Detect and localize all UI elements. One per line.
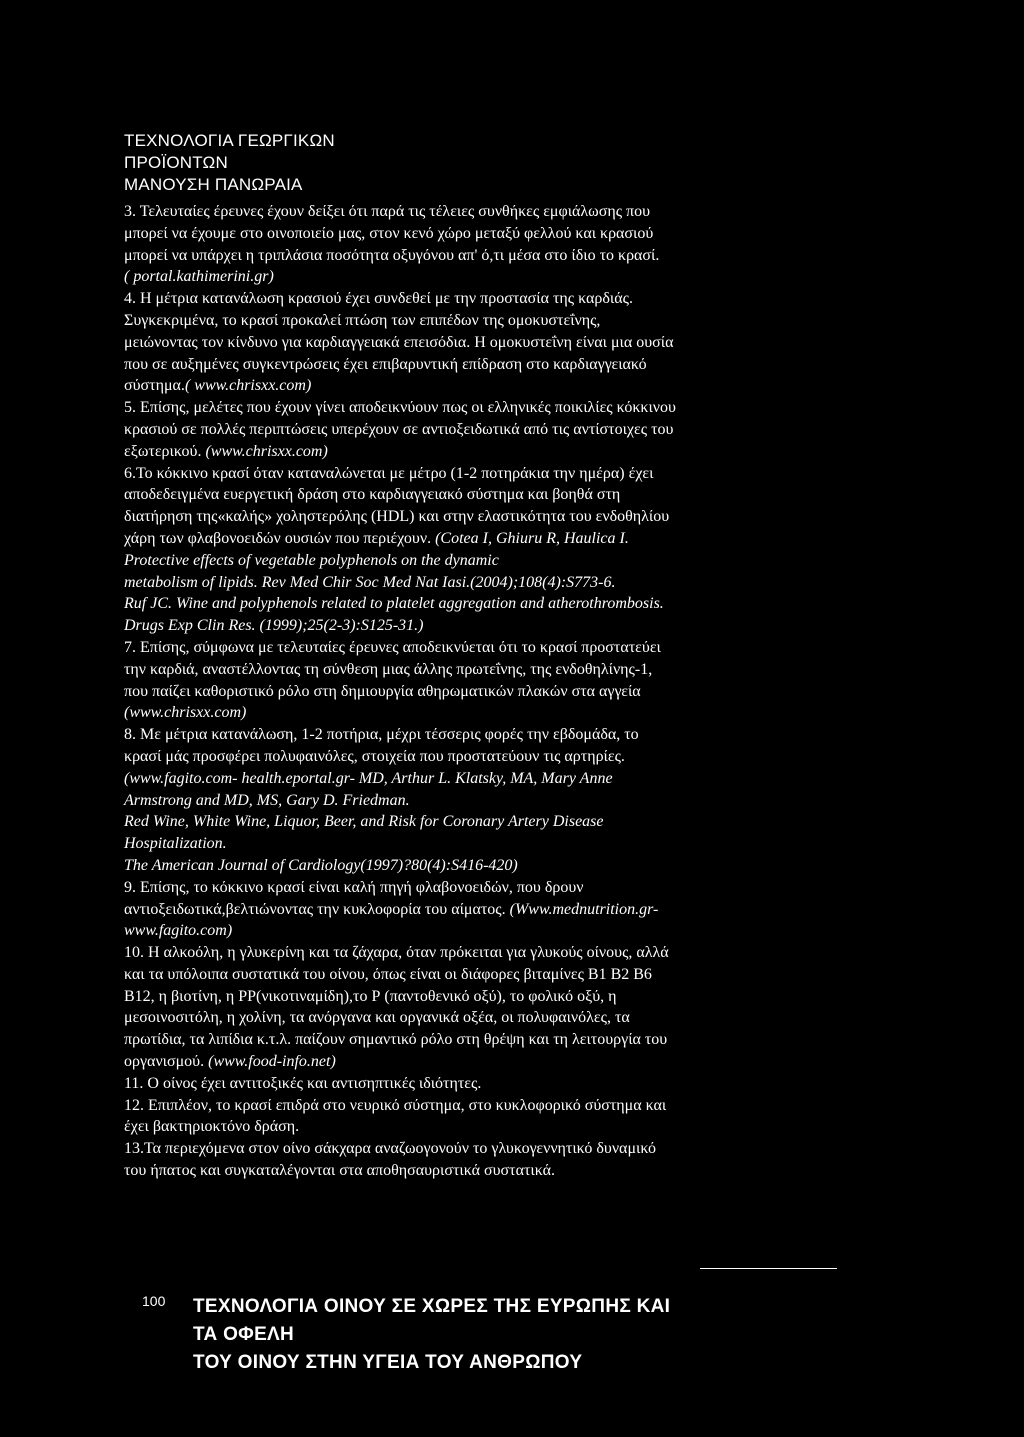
citation-text: (www.food-info.net) xyxy=(208,1053,336,1071)
paragraph-text: μπορεί να υπάρχει η τριπλάσια ποσότητα οξυγόνου απ' ό,τι μέσα στο ίδιο το κρασί. xyxy=(124,246,660,264)
citation-text: Red Wine, White Wine, Liquor, Beer, and Risk for Coronary Artery Disease xyxy=(124,813,604,831)
paragraph-text: οργανισμού. xyxy=(124,1053,209,1071)
paragraph-text: 11. Ο οίνος έχει αντιτοξικές και αντισηπτικές ιδιότητες. xyxy=(124,1074,482,1092)
citation-text: (www.chrisxx.com) xyxy=(205,442,328,460)
text-line xyxy=(124,724,824,746)
paragraph-text: αποδεδειγμένα ευεργετική δράση στο καρδιαγγειακό σύστημα και βοηθά στη xyxy=(124,486,621,504)
citation-text: Drugs Exp Clin Res. (1999);25(2-3):S125-31.) xyxy=(124,617,424,635)
text-line xyxy=(124,1138,824,1160)
text-line xyxy=(124,746,824,768)
text-line xyxy=(124,419,824,441)
text-line xyxy=(124,1116,824,1138)
paragraph-text: 12. Επιπλέον, το κρασί επιδρά στο νευρικό σύστημα, στο κυκλοφορικό σύστημα και xyxy=(124,1096,667,1114)
citation-text: Ruf JC. Wine and polyphenols related to platelet aggregation and atherothrombosis. xyxy=(124,595,664,613)
text-line xyxy=(124,550,824,572)
text-line xyxy=(124,310,824,332)
text-line xyxy=(124,484,824,506)
paragraph-text: 7. Επίσης, σύμφωνα με τελευταίες έρευνες αποδεικνύεται ότι το κρασί προστατεύει xyxy=(124,638,661,656)
paragraph-text: έχει βακτηριοκτόνο δράση. xyxy=(124,1118,300,1136)
text-line xyxy=(124,1160,824,1182)
paragraph-text: 4. Η μέτρια κατανάλωση κρασιού έχει συνδεθεί με την προστασία της καρδιάς. xyxy=(124,290,633,308)
text-line xyxy=(124,659,824,681)
text-line xyxy=(124,528,824,550)
text-line xyxy=(124,397,824,419)
text-line xyxy=(124,1051,824,1073)
footer-title-line-3: ΤΟΥ ΟΙΝΟΥ ΣΤΗΝ ΥΓΕΙΑ ΤΟΥ ΑΝΘΡΩΠΟΥ xyxy=(193,1352,583,1373)
text-line xyxy=(124,702,824,724)
text-line xyxy=(124,877,824,899)
paragraph-text: κρασιού σε πολλές περιπτώσεις υπερέχουν σε αντιοξειδωτικά από τις αντίστοιχες του xyxy=(124,420,674,438)
text-line xyxy=(124,266,824,288)
text-line xyxy=(124,223,824,245)
paragraph-text: 13.Τα περιεχόμενα στον οίνο σάκχαρα αναζωογονούν το γλυκογεννητικό δυναμικό xyxy=(124,1140,657,1158)
paragraph-text: Β12, η βιοτίνη, η PP(νικοτιναμίδη),το Ρ (παντοθενικό οξύ), το φολικό οξύ, η xyxy=(124,987,617,1005)
citation-text: metabolism of lipids. Rev Med Chir Soc Med Nat Iasi.(2004);108(4):S773-6. xyxy=(124,573,616,591)
paragraph-text: διατήρηση της«καλής» χοληστερόλης (HDL) και στην ελαστικότητα του ενδοθηλίου xyxy=(124,508,670,526)
paragraph-text: εξωτερικού. xyxy=(124,442,206,460)
paragraph-text: που παίζει καθοριστικό ρόλο στη δημιουργία αθηρωματικών πλακών στα αγγεία xyxy=(124,682,641,700)
page-header xyxy=(124,130,335,196)
citation-text: (www.fagito.com- health.eportal.gr- MD, Arthur L. Klatsky, MA, Mary Anne xyxy=(124,769,613,787)
citation-text: (Cotea I, Ghiuru R, Haulica I. xyxy=(435,529,629,547)
paragraph-text: μειώνοντας τον κίνδυνο για καρδιαγγειακά επεισόδια. Η ομοκυστεΐνη είναι μια ουσία xyxy=(124,333,674,351)
text-line xyxy=(124,354,824,376)
text-line xyxy=(124,593,824,615)
citation-text: (www.chrisxx.com) xyxy=(124,704,247,722)
paragraph-text: χάρη των φλαβονοειδών ουσιών που περιέχουν. xyxy=(124,529,436,547)
paragraph-text: 3. Τελευταίες έρευνες έχουν δείξει ότι παρά τις τέλειες συνθήκες εμφιάλωσης που xyxy=(124,203,651,220)
text-line xyxy=(124,1073,824,1095)
text-line xyxy=(124,986,824,1008)
paragraph-text: αντιοξειδωτικά,βελτιώνοντας την κυκλοφορία του αίματος. xyxy=(124,900,510,918)
text-line xyxy=(124,1007,824,1029)
text-line xyxy=(124,288,824,310)
footer-title-line-1: ΤΕΧΝΟΛΟΓΙΑ ΟΙΝΟΥ ΣΕ ΧΩΡΕΣ ΤΗΣ ΕΥΡΩΠΗΣ ΚΑΙ xyxy=(193,1296,671,1317)
paragraph-text: την καρδιά, αναστέλλοντας τη σύνθεση μιας άλλης πρωτεΐνης, της ενδοθηλίνης-1, xyxy=(124,660,653,678)
text-line xyxy=(124,463,824,485)
page-number: 100 xyxy=(142,1293,166,1309)
footer-title-line-2: ΤΑ ΟΦΕΛΗ xyxy=(193,1324,295,1345)
header-line-1: ΤΕΧΝΟΛΟΓΙΑ ΓΕΩΡΓΙΚΩΝ xyxy=(124,131,335,150)
paragraph-text: Συγκεκριμένα, το κρασί προκαλεί πτώση των επιπέδων της ομοκυστεΐνης, xyxy=(124,311,601,329)
paragraph-text: κρασί μάς προσφέρει πολυφαινόλες, στοιχεία που προστατεύουν τις αρτηρίες. xyxy=(124,747,625,765)
text-line xyxy=(124,768,824,790)
text-line xyxy=(124,1095,824,1117)
citation-text: (Www.mednutrition.gr- xyxy=(509,900,659,918)
text-line xyxy=(124,681,824,703)
text-line xyxy=(124,899,824,921)
text-line xyxy=(124,964,824,986)
text-line xyxy=(124,506,824,528)
paragraph-text: και τα υπόλοιπα συστατικά του οίνου, όπως είναι οι διάφορες βιταμίνες Β1 Β2 Β6 xyxy=(124,965,652,983)
header-line-3: ΜΑΝΟΥΣΗ ΠΑΝΩΡΑΙΑ xyxy=(124,175,303,194)
paragraph-text: μπορεί να έχουμε στο οινοποιείο μας, στον κενό χώρο μεταξύ φελλού και κρασιού xyxy=(124,224,654,242)
citation-text: ( portal.kathimerini.gr) xyxy=(124,268,274,286)
text-line xyxy=(124,790,824,812)
paragraph-text: του ήπατος και συγκαταλέγονται στα αποθησαυριστικά συστατικά. xyxy=(124,1162,556,1180)
text-line xyxy=(124,615,824,637)
footer-rule xyxy=(700,1268,837,1269)
text-line xyxy=(124,942,824,964)
text-line xyxy=(124,637,824,659)
paragraph-text: πρωτίδια, τα λιπίδια κ.τ.λ. παίζουν σημαντικό ρόλο στη θρέψη και τη λειτουργία του xyxy=(124,1031,668,1049)
paragraph-text: 6.Το κόκκινο κρασί όταν καταναλώνεται με μέτρο (1-2 ποτηράκια την ημέρα) έχει xyxy=(124,464,654,482)
text-line xyxy=(124,375,824,397)
text-line xyxy=(124,332,824,354)
paragraph-text: σύστημα. xyxy=(124,377,185,395)
citation-text: Armstrong and MD, MS, Gary D. Friedman. xyxy=(124,791,410,809)
text-line xyxy=(124,920,824,942)
citation-text: The American Journal of Cardiology(1997)?80(4):S416-420) xyxy=(124,856,518,874)
text-line xyxy=(124,245,824,267)
paragraph-text: μεσοινοσιτόλη, η χολίνη, τα ανόργανα και οργανικά οξέα, οι πολυφαινόλες, τα xyxy=(124,1009,630,1027)
paragraph-text: 5. Επίσης, μελέτες που έχουν γίνει αποδεικνύουν πως οι ελληνικές ποικιλίες κόκκινου xyxy=(124,399,676,417)
citation-text: www.fagito.com) xyxy=(124,922,233,940)
citation-text: ( www.chrisxx.com) xyxy=(184,377,312,395)
text-line xyxy=(124,855,824,877)
citation-text: Hospitalization. xyxy=(124,835,227,853)
header-line-2: ΠΡΟΪΟΝΤΩΝ xyxy=(124,153,228,172)
text-line xyxy=(124,1029,824,1051)
text-line xyxy=(124,572,824,594)
paragraph-text: 9. Επίσης, το κόκκινο κρασί είναι καλή πηγή φλαβονοειδών, που δρουν xyxy=(124,878,584,896)
paragraph-text: που σε αυξημένες συγκεντρώσεις έχει επιβαρυντική επίδραση στο καρδιαγγειακό xyxy=(124,355,647,373)
paragraph-text: 10. Η αλκοόλη, η γλυκερίνη και τα ζάχαρα, όταν πρόκειται για γλυκούς οίνους, αλλά xyxy=(124,944,669,962)
text-line xyxy=(124,201,824,223)
citation-text: Protective effects of vegetable polyphenols on the dynamic xyxy=(124,551,499,569)
text-line xyxy=(124,441,824,463)
text-line xyxy=(124,811,824,833)
body-text xyxy=(124,201,824,1182)
text-line xyxy=(124,833,824,855)
paragraph-text: 8. Με μέτρια κατανάλωση, 1-2 ποτήρια, μέχρι τέσσερις φορές την εβδομάδα, το xyxy=(124,726,639,744)
footer-title xyxy=(193,1293,670,1377)
